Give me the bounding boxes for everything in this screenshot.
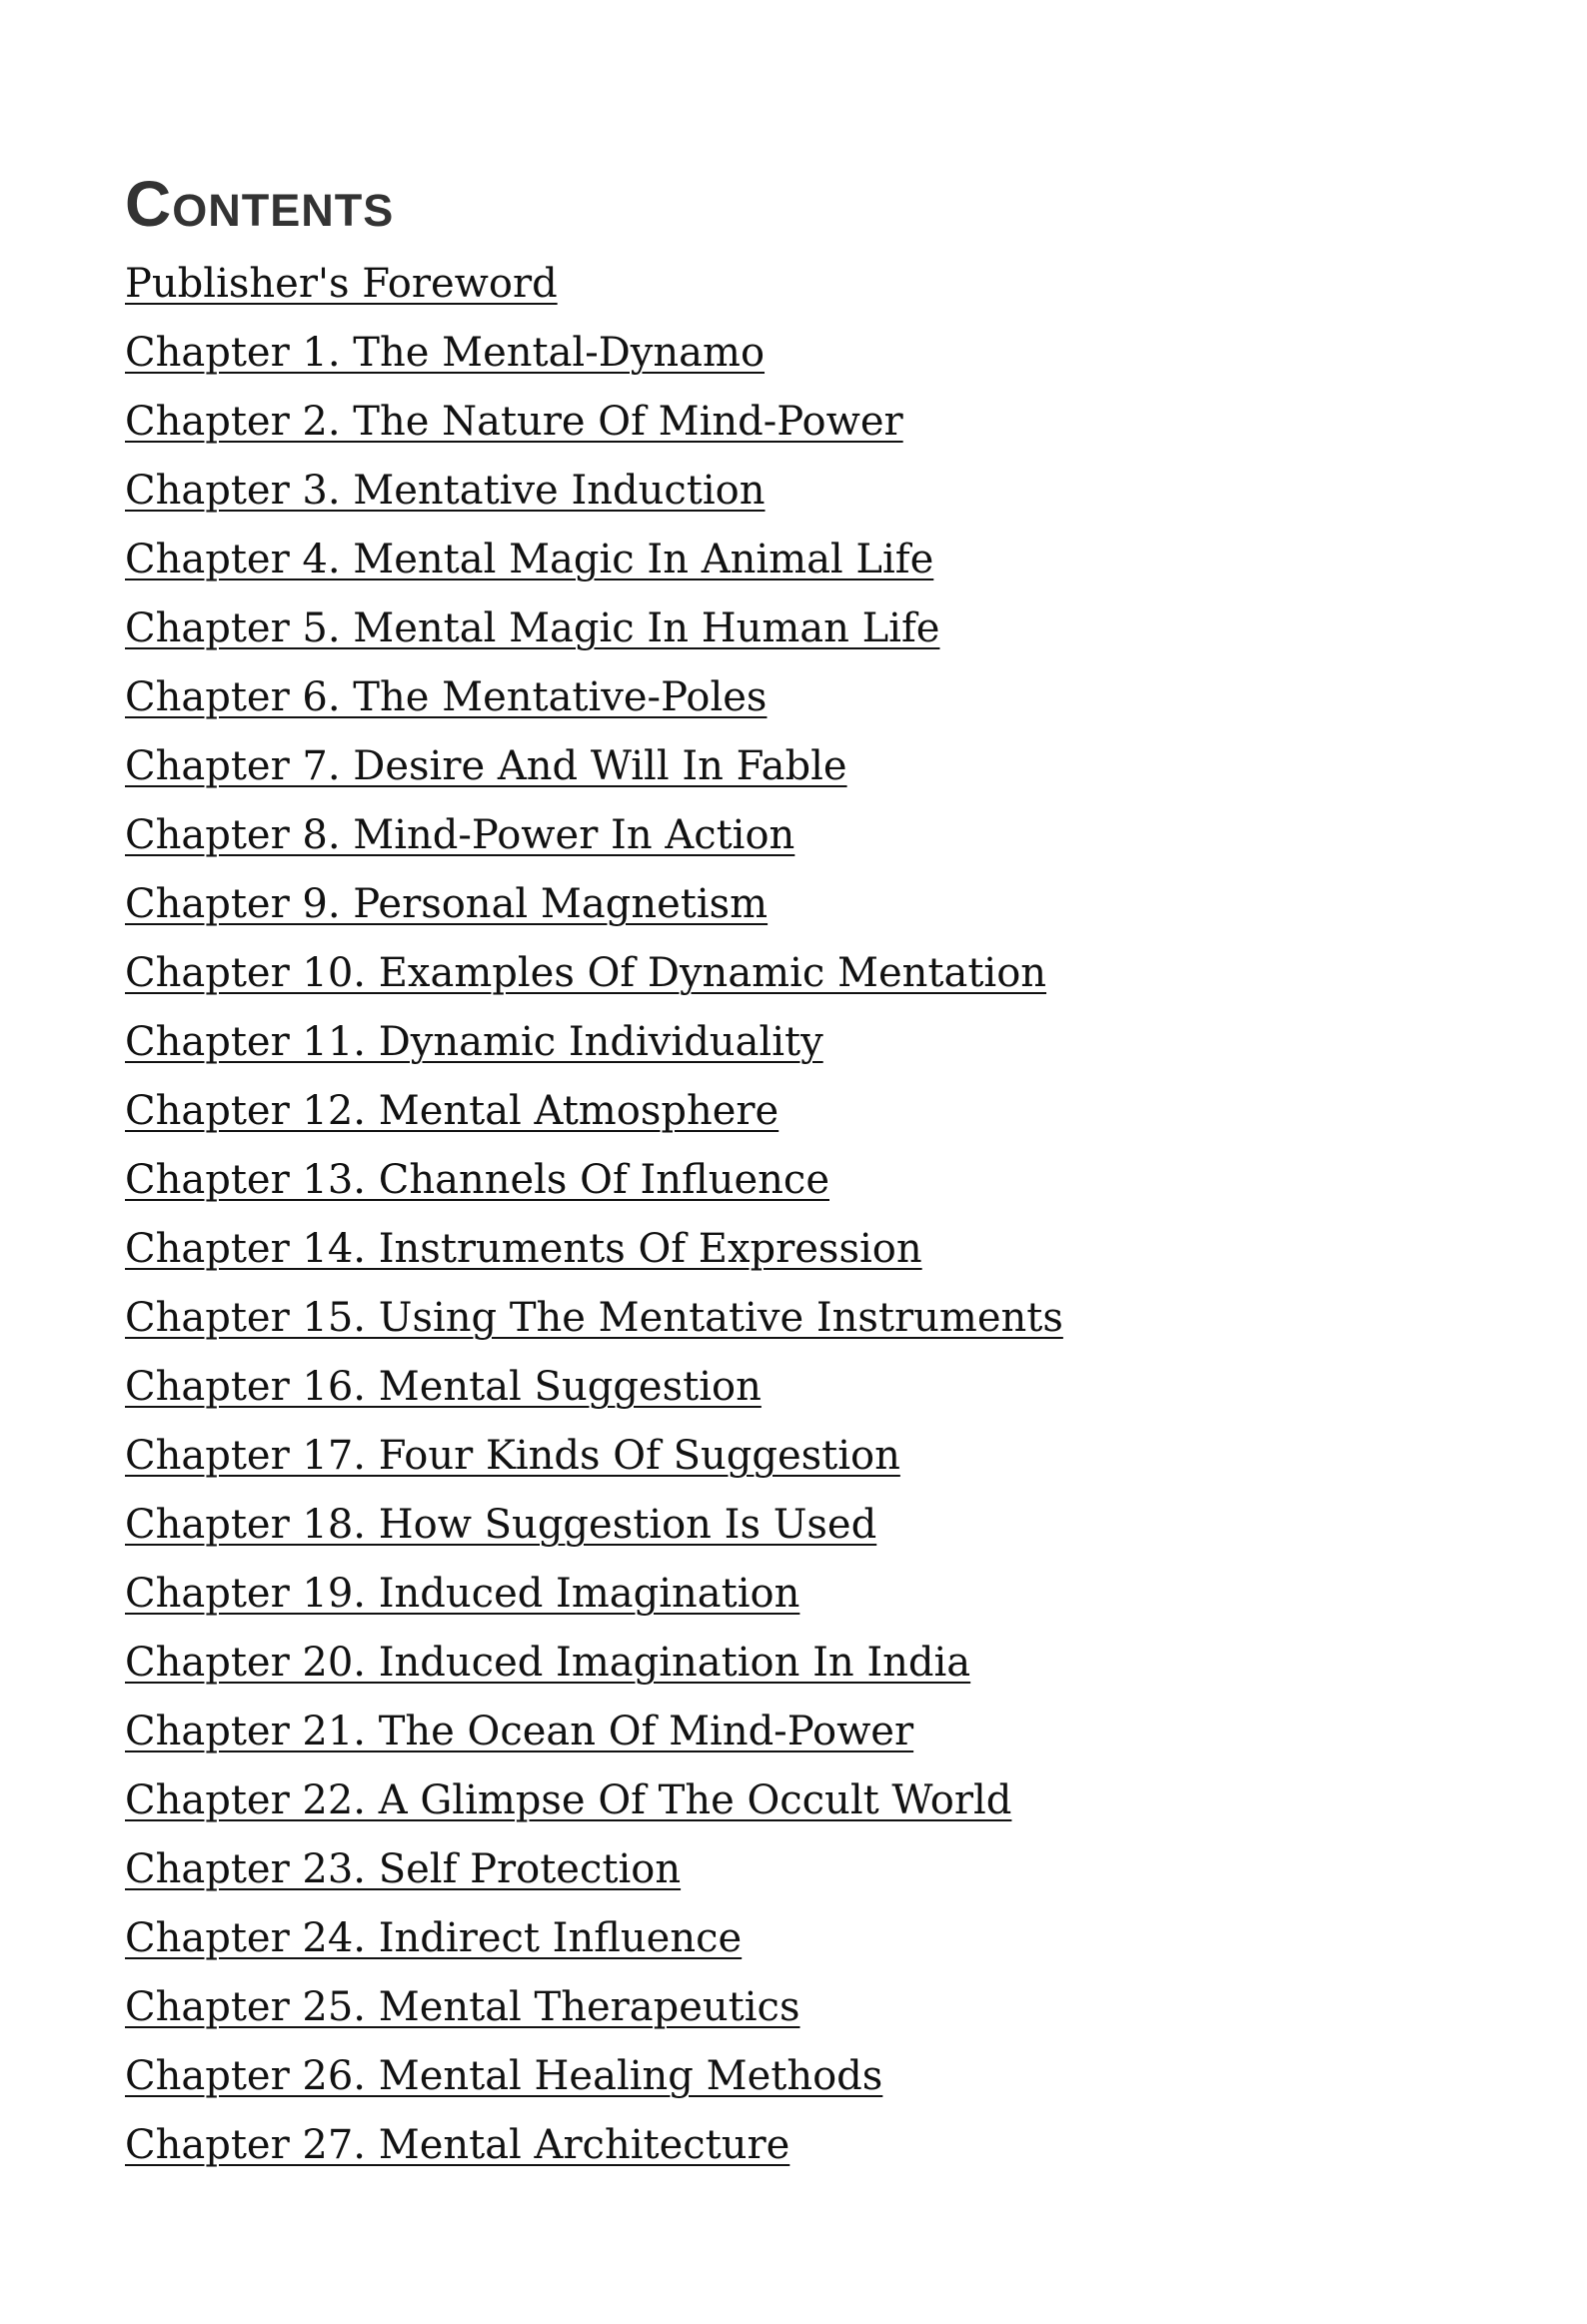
toc-link-chapter-9[interactable]: Chapter 9. Personal Magnetism <box>125 881 769 927</box>
toc-item <box>125 1835 1524 1904</box>
toc-item <box>125 939 1524 1008</box>
toc-link-chapter-15[interactable]: Chapter 15. Using The Mentative Instruments <box>125 1295 1063 1341</box>
toc-link-chapter-5[interactable]: Chapter 5. Mental Magic In Human Life <box>125 605 940 651</box>
toc-item <box>125 663 1524 732</box>
toc-link-chapter-13[interactable]: Chapter 13. Channels Of Influence <box>125 1157 829 1203</box>
toc-item <box>125 526 1524 594</box>
toc-link-chapter-22[interactable]: Chapter 22. A Glimpse Of The Occult World <box>125 1777 1012 1823</box>
toc-item <box>125 1904 1524 1973</box>
toc-item <box>125 1215 1524 1284</box>
contents-heading: Contents <box>125 168 395 240</box>
toc-link-chapter-21[interactable]: Chapter 21. The Ocean Of Mind-Power <box>125 1709 914 1754</box>
toc-item <box>125 1629 1524 1698</box>
toc-link-chapter-6[interactable]: Chapter 6. The Mentative-Poles <box>125 674 768 720</box>
toc-link-chapter-2[interactable]: Chapter 2. The Nature Of Mind-Power <box>125 399 903 445</box>
toc-link-chapter-18[interactable]: Chapter 18. How Suggestion Is Used <box>125 1502 877 1548</box>
toc-item <box>125 870 1524 939</box>
toc-link-chapter-17[interactable]: Chapter 17. Four Kinds Of Suggestion <box>125 1433 900 1479</box>
toc-link-chapter-26[interactable]: Chapter 26. Mental Healing Methods <box>125 2053 883 2099</box>
toc-link-chapter-11[interactable]: Chapter 11. Dynamic Individuality <box>125 1019 823 1065</box>
toc-item <box>125 1560 1524 1629</box>
toc-link-chapter-20[interactable]: Chapter 20. Induced Imagination In India <box>125 1640 971 1686</box>
toc-item <box>125 1766 1524 1835</box>
toc-item <box>125 732 1524 801</box>
toc-item <box>125 1353 1524 1422</box>
toc-item <box>125 1077 1524 1146</box>
toc-link-chapter-14[interactable]: Chapter 14. Instruments Of Expression <box>125 1226 922 1272</box>
toc-item <box>125 457 1524 526</box>
toc-item <box>125 388 1524 457</box>
toc-item <box>125 319 1524 388</box>
toc-link-foreword[interactable]: Publisher's Foreword <box>125 261 558 307</box>
toc-item <box>125 2111 1524 2180</box>
contents-page <box>125 168 1524 2180</box>
toc-item <box>125 1422 1524 1491</box>
toc-link-chapter-10[interactable]: Chapter 10. Examples Of Dynamic Mentation <box>125 950 1047 996</box>
toc-item <box>125 1284 1524 1353</box>
toc-item <box>125 594 1524 663</box>
toc-item <box>125 1698 1524 1766</box>
toc-link-chapter-19[interactable]: Chapter 19. Induced Imagination <box>125 1571 800 1617</box>
toc-link-chapter-23[interactable]: Chapter 23. Self Protection <box>125 1846 682 1892</box>
toc-link-chapter-25[interactable]: Chapter 25. Mental Therapeutics <box>125 1984 800 2030</box>
table-of-contents <box>125 250 1524 2180</box>
toc-link-chapter-4[interactable]: Chapter 4. Mental Magic In Animal Life <box>125 537 934 582</box>
toc-link-chapter-7[interactable]: Chapter 7. Desire And Will In Fable <box>125 743 847 789</box>
toc-link-chapter-12[interactable]: Chapter 12. Mental Atmosphere <box>125 1088 780 1134</box>
toc-link-chapter-8[interactable]: Chapter 8. Mind-Power In Action <box>125 812 795 858</box>
toc-link-chapter-27[interactable]: Chapter 27. Mental Architecture <box>125 2122 791 2168</box>
toc-item <box>125 1973 1524 2042</box>
toc-link-chapter-24[interactable]: Chapter 24. Indirect Influence <box>125 1915 743 1961</box>
toc-link-chapter-1[interactable]: Chapter 1. The Mental-Dynamo <box>125 330 766 376</box>
toc-item <box>125 1146 1524 1215</box>
toc-item <box>125 1491 1524 1560</box>
toc-item <box>125 1008 1524 1077</box>
toc-link-chapter-3[interactable]: Chapter 3. Mentative Induction <box>125 468 766 514</box>
toc-item <box>125 801 1524 870</box>
toc-link-chapter-16[interactable]: Chapter 16. Mental Suggestion <box>125 1364 762 1410</box>
toc-item <box>125 2042 1524 2111</box>
toc-item <box>125 250 1524 319</box>
